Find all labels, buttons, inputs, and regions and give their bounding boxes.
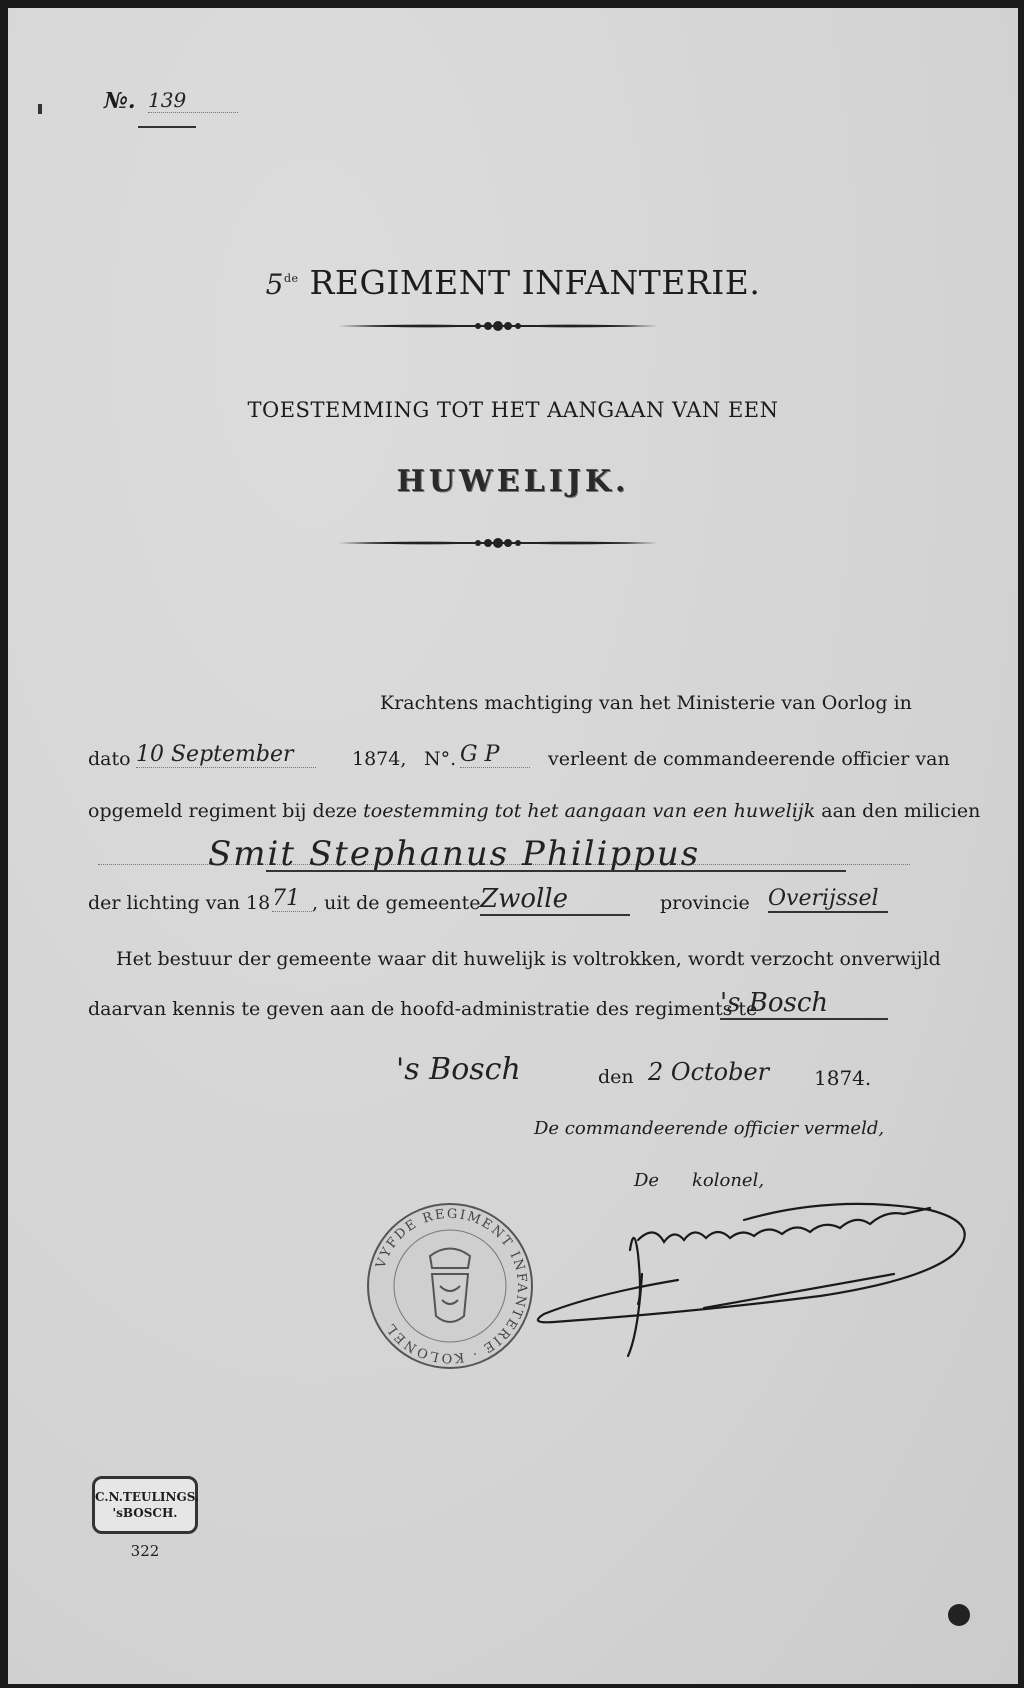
milicien-underline xyxy=(266,870,846,872)
body-line-3-italic: toestemming tot het aangaan van een huwelijk xyxy=(363,800,816,822)
dato-label: dato xyxy=(88,748,131,770)
nr-label: N°. xyxy=(424,748,457,770)
regiment-ordinal-suffix: de xyxy=(283,272,299,285)
printer-stamp-line-2: 'sBOSCH. xyxy=(112,1506,178,1520)
printer-code: 322 xyxy=(130,1542,160,1560)
dato-value: 10 September xyxy=(136,742,316,768)
number-value: 139 xyxy=(148,88,238,113)
body-line-7: daarvan kennis te geven aan de hoofd-administratie des regiments te xyxy=(88,998,758,1020)
regiment-ordinal: 5 xyxy=(265,268,284,301)
printer-stamp xyxy=(92,1476,198,1534)
body-line-3-start: opgemeld regiment bij deze xyxy=(88,800,358,822)
nr-value: G P xyxy=(460,742,530,768)
year-text: 1874, xyxy=(352,748,407,770)
colonel-signature xyxy=(534,1184,994,1364)
document-page xyxy=(8,8,1018,1684)
date-place: 's Bosch xyxy=(396,1052,521,1087)
date-value: 2 October xyxy=(648,1058,770,1086)
provincie-value: Overijssel xyxy=(768,886,888,913)
lichting-value: 71 xyxy=(272,886,312,912)
body-line-1-text: Krachtens machtiging van het Ministerie van Oorlog in xyxy=(380,692,912,714)
lichting-label: der lichting van 18 xyxy=(88,892,271,914)
number-underline xyxy=(138,126,196,128)
huwelijk-heading: HUWELIJK. xyxy=(396,464,630,499)
body-line-3 xyxy=(88,800,980,822)
ink-blot xyxy=(948,1604,970,1626)
officer-line: De commandeerende officier vermeld, xyxy=(534,1118,885,1139)
regimental-seal xyxy=(360,1196,540,1376)
ornament-divider-bottom xyxy=(338,535,658,551)
body-line-6: Het bestuur der gemeente waar dit huwelijk is voltrokken, wordt verzocht onverwijld xyxy=(116,948,941,970)
milicien-name: Smit Stephanus Philippus xyxy=(208,834,701,874)
printer-stamp-line-1: C.N.TEULINGS. xyxy=(95,1490,200,1504)
subtitle: TOESTEMMING TOT HET AANGAAN VAN EEN xyxy=(247,398,779,422)
body-line-1 xyxy=(380,692,912,714)
rank-label: kolonel, xyxy=(692,1170,765,1191)
ornament-divider-top xyxy=(338,318,658,334)
den-label: den xyxy=(598,1066,634,1088)
provincie-label: provincie xyxy=(660,892,750,914)
regiment-title xyxy=(8,263,1018,302)
date-year: 1874. xyxy=(814,1066,872,1090)
number-label: №. xyxy=(104,88,136,114)
gemeente-label: , uit de gemeente xyxy=(312,892,481,914)
body-line-2-rest: verleent de commandeerende officier van xyxy=(548,748,950,770)
gemeente-value: Zwolle xyxy=(480,884,630,916)
regiment-place: 's Bosch xyxy=(720,988,888,1020)
de-label: De xyxy=(634,1170,660,1191)
body-line-3-end: aan den milicien xyxy=(821,800,981,822)
regiment-title-text: REGIMENT INFANTERIE. xyxy=(309,263,761,302)
seal-text: VYFDE REGIMENT INFANTERIE · KOLONEL xyxy=(373,1206,530,1366)
paper-mark xyxy=(38,104,42,114)
